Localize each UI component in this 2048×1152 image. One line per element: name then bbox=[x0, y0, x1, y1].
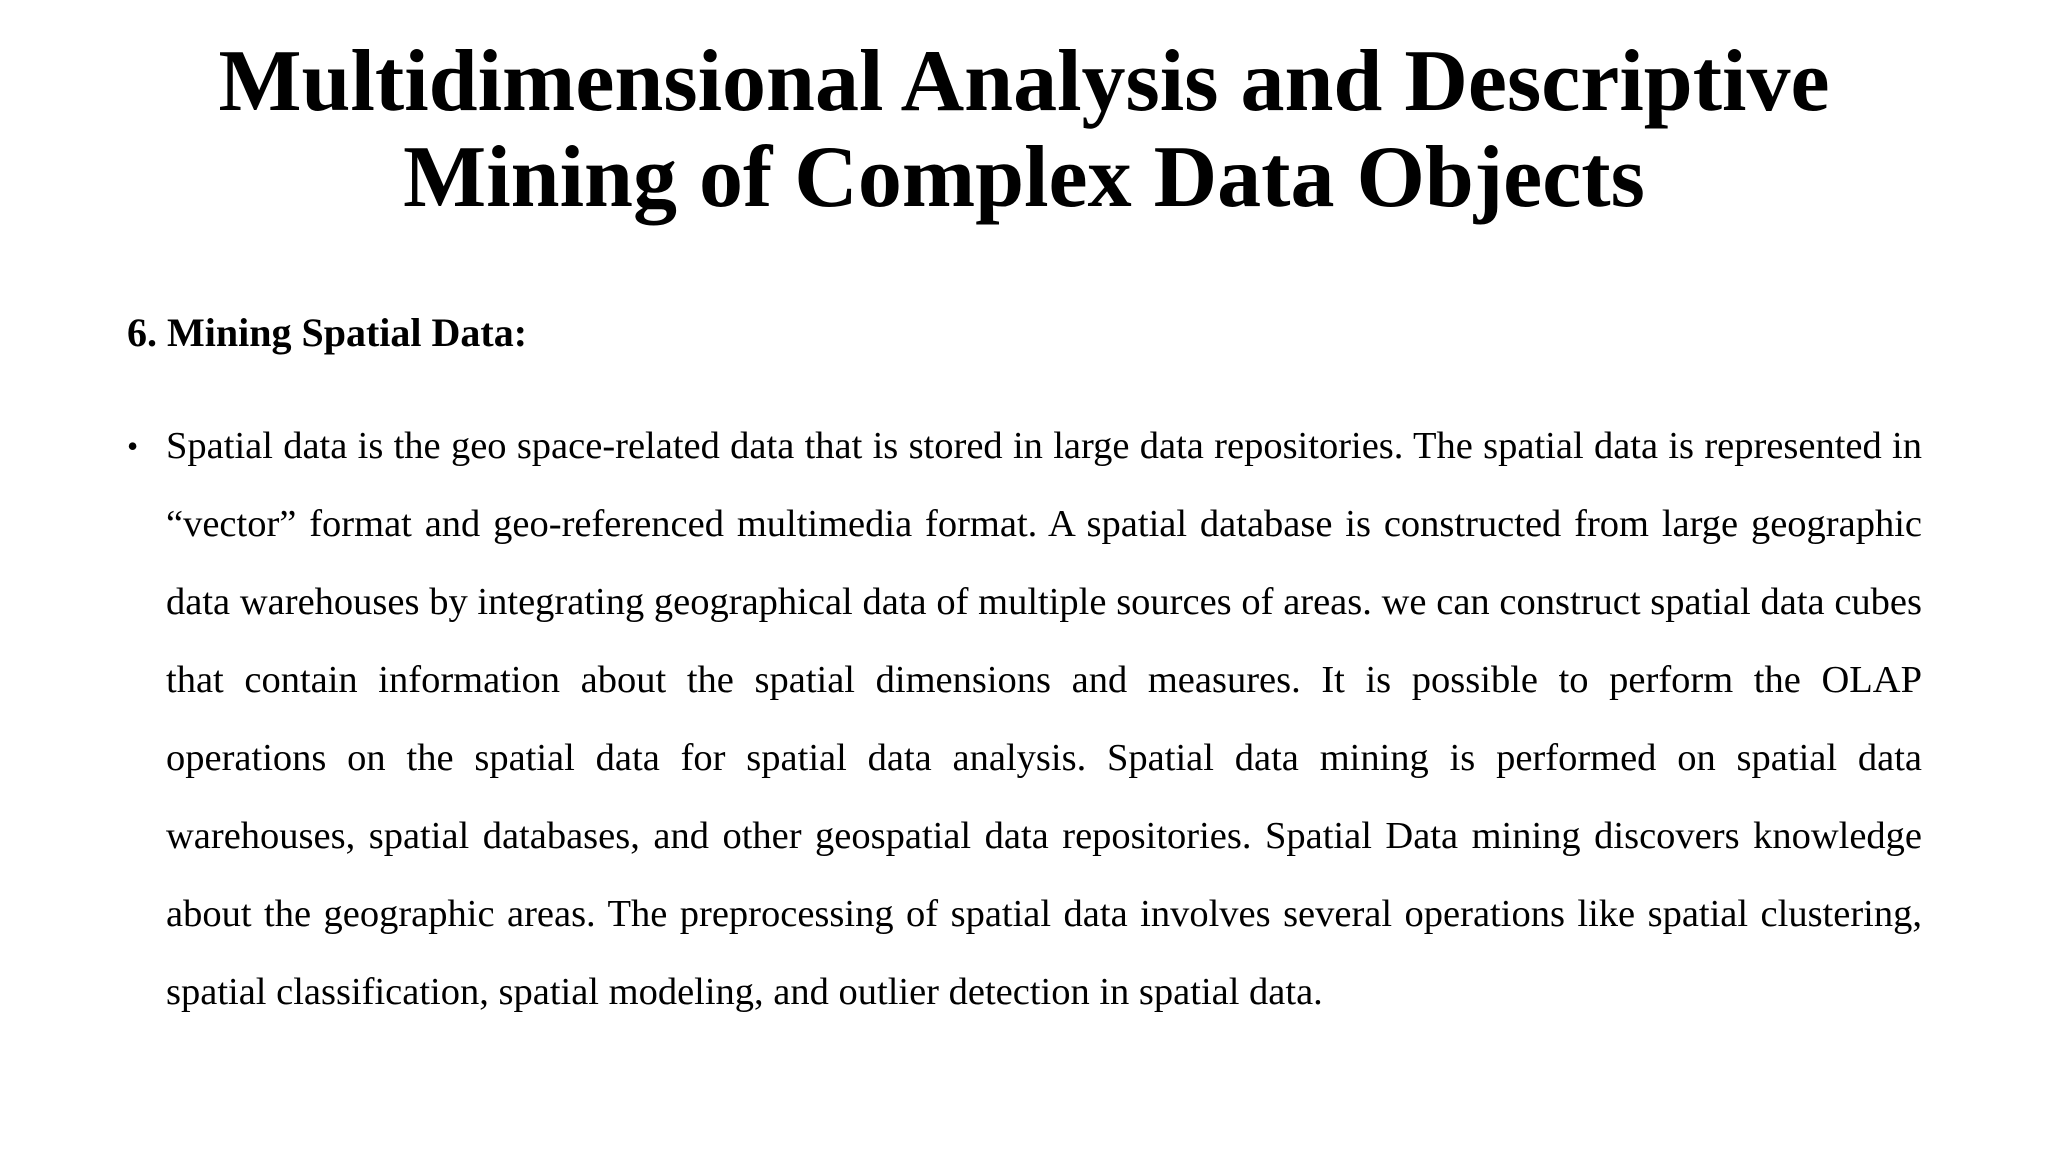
slide-title-line-1: Multidimensional Analysis and Descriptive bbox=[218, 33, 1830, 130]
slide-title-line-2: Mining of Complex Data Objects bbox=[403, 129, 1645, 226]
section-heading: 6. Mining Spatial Data: bbox=[127, 310, 528, 355]
slide-title bbox=[0, 34, 2048, 226]
bullet-paragraph: Spatial data is the geo space-related data that is stored in large data repositories. The spatial data is represented in “vector” format and geo-referenced multimedia format. A spatial database is constructed from large geographic data warehouses by integrating geographical data of multiple sources of areas. we can construct spatial data cubes that contain information about the spatial dimensions and measures. It is possible to perform the OLAP operations on the spatial data for spatial data analysis. Spatial data mining is performed on spatial data warehouses, spatial databases, and other geospatial data repositories. Spatial Data mining discovers knowledge about the geographic areas. The preprocessing of spatial data involves several operations like spatial clustering, spatial classification, spatial modeling, and outlier detection in spatial data. bbox=[166, 425, 1922, 1013]
bullet-icon: • bbox=[127, 428, 139, 464]
